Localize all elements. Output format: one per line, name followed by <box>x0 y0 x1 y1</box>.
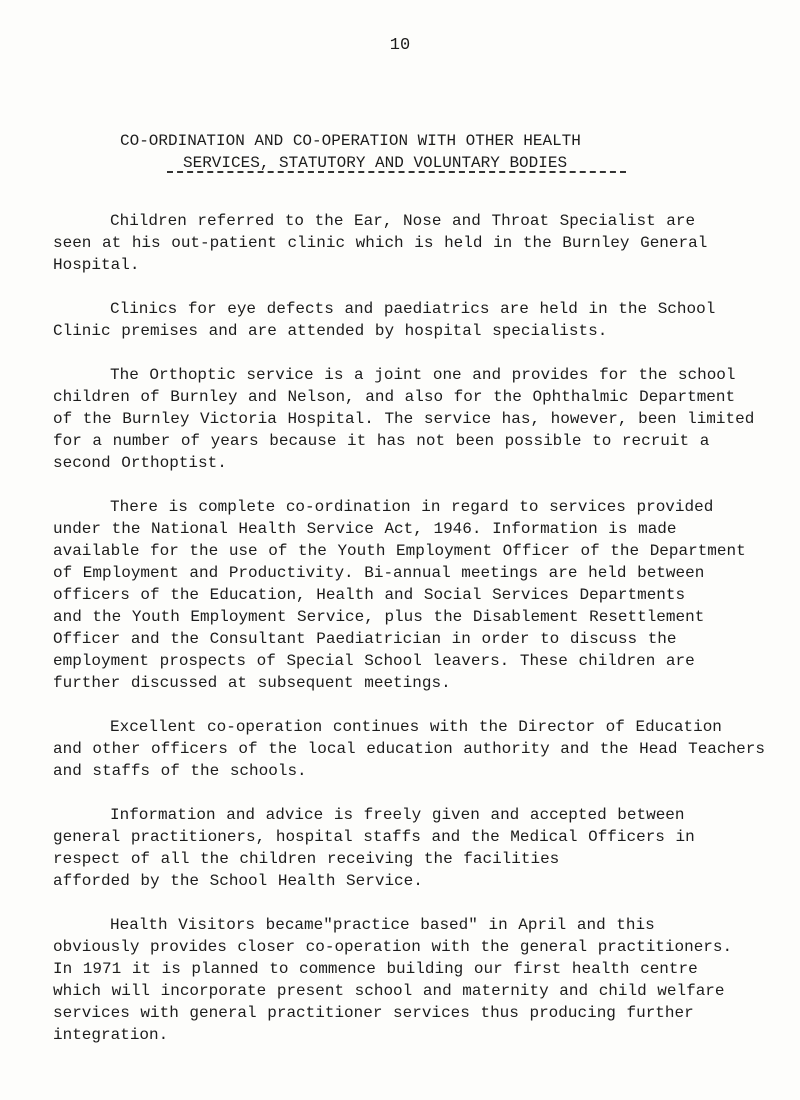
text-line: and other officers of the local education authority and the Head Teachers <box>53 740 765 758</box>
text-line: In 1971 it is planned to commence building our first health centre <box>53 960 698 978</box>
text-line: available for the use of the Youth Employment Officer of the Department <box>53 542 746 560</box>
paragraph-ent-clinic <box>53 210 773 276</box>
text-line: obviously provides closer co-operation with the general practitioners. <box>53 938 733 956</box>
text-line: which will incorporate present school and maternity and child welfare <box>53 982 725 1000</box>
paragraph-information-advice <box>53 804 773 892</box>
text-line: of the Burnley Victoria Hospital. The service has, however, been limited <box>53 410 755 428</box>
text-line: and the Youth Employment Service, plus the Disablement Resettlement <box>53 608 705 626</box>
text-line: seen at his out-patient clinic which is held in the Burnley General <box>53 234 708 252</box>
text-line: employment prospects of Special School leavers. These children are <box>53 652 695 670</box>
text-line: Information and advice is freely given and accepted between <box>110 806 685 824</box>
page-number: 10 <box>389 36 411 55</box>
paragraph-health-visitors <box>53 914 773 1046</box>
text-line: second Orthoptist. <box>53 454 227 472</box>
text-line: integration. <box>53 1026 169 1044</box>
text-line: respect of all the children receiving the facilities <box>53 850 560 868</box>
text-line: further discussed at subsequent meetings. <box>53 674 451 692</box>
text-line: afforded by the School Health Service. <box>53 872 423 890</box>
paragraph-education-cooperation <box>53 716 773 782</box>
text-line: Excellent co-operation continues with the Director of Education <box>110 718 722 736</box>
heading-underline <box>167 171 626 173</box>
paragraph-eye-clinics <box>53 298 773 342</box>
paragraph-orthoptic-service <box>53 364 773 474</box>
heading-line-2: SERVICES, STATUTORY AND VOLUNTARY BODIES <box>183 154 568 172</box>
text-line: The Orthoptic service is a joint one and provides for the school <box>110 366 736 384</box>
text-line: general practitioners, hospital staffs and the Medical Officers in <box>53 828 695 846</box>
section-heading <box>120 130 680 174</box>
text-line: Children referred to the Ear, Nose and Throat Specialist are <box>110 212 696 230</box>
text-line: of Employment and Productivity. Bi-annual meetings are held between <box>53 564 705 582</box>
text-line: services with general practitioner services thus producing further <box>53 1004 694 1022</box>
text-line: Clinic premises and are attended by hospital specialists. <box>53 322 608 340</box>
text-line: officers of the Education, Health and Social Services Departments <box>53 586 686 604</box>
body-text <box>53 210 773 1068</box>
text-line: for a number of years because it has not been possible to recruit a <box>53 432 710 450</box>
text-line: children of Burnley and Nelson, and also for the Ophthalmic Department <box>53 388 736 406</box>
text-line: Health Visitors became"practice based" in April and this <box>110 916 655 934</box>
text-line: and staffs of the schools. <box>53 762 307 780</box>
heading-line-1: CO-ORDINATION AND CO-OPERATION WITH OTHER HEALTH <box>120 132 581 150</box>
paragraph-coordination <box>53 496 773 694</box>
text-line: There is complete co-ordination in regard to services provided <box>110 498 714 516</box>
text-line: Clinics for eye defects and paediatrics are held in the School <box>110 300 716 318</box>
text-line: Officer and the Consultant Paediatrician in order to discuss the <box>53 630 677 648</box>
text-line: under the National Health Service Act, 1946. Information is made <box>53 520 677 538</box>
text-line: Hospital. <box>53 256 140 274</box>
